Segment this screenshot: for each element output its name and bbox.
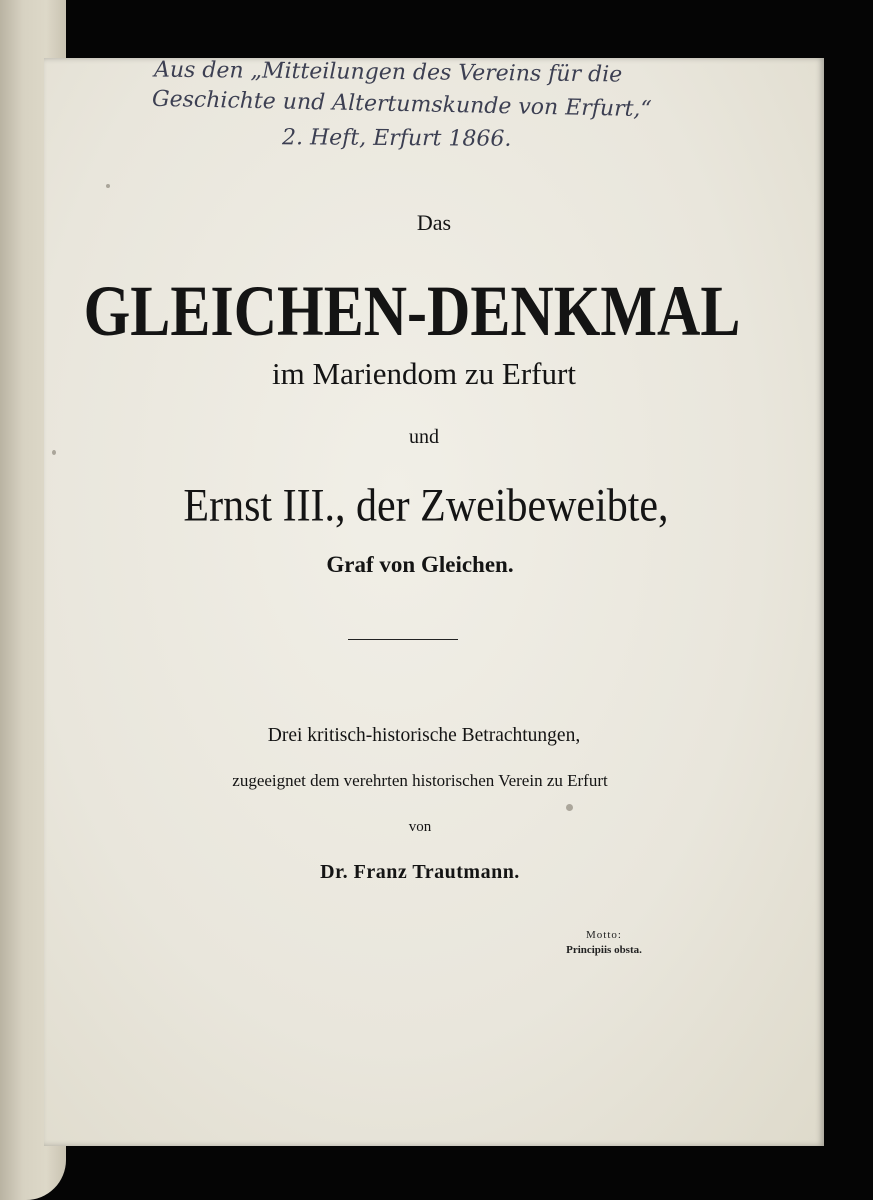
second-title: Ernst III., der Zweibeweibte, — [183, 481, 669, 532]
subtitle: im Mariendom zu Erfurt — [272, 356, 576, 391]
paper-spot — [52, 450, 56, 455]
description-line-1: Drei kritisch-historische Betrachtungen, — [267, 725, 581, 746]
motto — [534, 928, 674, 958]
main-title: GLEICHEN-DENKMAL — [83, 271, 741, 351]
handwritten-line-2: Geschichte und Altertumskunde von Erfurt,“ — [151, 86, 652, 123]
conjunction: und — [409, 426, 439, 448]
motto-text: Principiis obsta. — [566, 944, 642, 956]
handwritten-line-3: 2. Heft, Erfurt 1866. — [281, 125, 512, 152]
divider-rule — [348, 639, 458, 640]
title-article: Das — [416, 210, 452, 235]
motto-label: Motto: — [586, 929, 622, 941]
paper-spot — [566, 804, 573, 811]
description-line-2: zugeeignet dem verehrten historischen Verein zu Erfurt — [232, 771, 608, 790]
second-subtitle: Graf von Gleichen. — [326, 552, 514, 577]
paper-spot — [106, 184, 110, 188]
by-line: von — [408, 819, 432, 835]
handwritten-line-1: Aus den „Mitteilungen des Vereins für die — [153, 57, 623, 88]
title-page — [44, 58, 824, 1146]
author-name: Dr. Franz Trautmann. — [320, 861, 520, 883]
